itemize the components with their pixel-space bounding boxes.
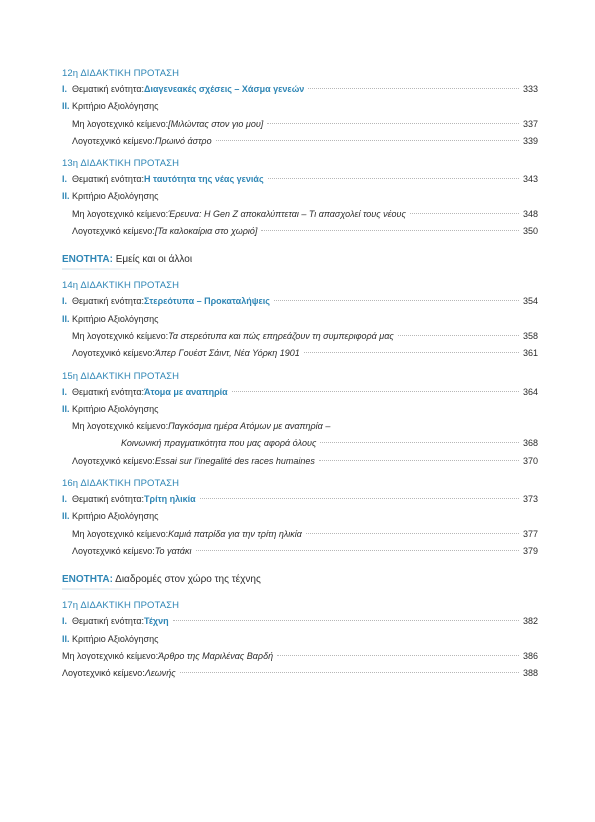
unit-title: Διαδρομές στον χώρο της τέχνης	[115, 574, 261, 586]
page-number: 337	[522, 118, 538, 129]
entry-label: Κριτήριο Αξιολόγησης	[72, 101, 159, 112]
toc-entry[interactable]	[62, 206, 538, 223]
page-number: 350	[522, 226, 538, 237]
entry-number: I.	[62, 174, 68, 185]
entry-number: I.	[62, 616, 68, 627]
entry-title: Παγκόσμια ημέρα Ατόμων με αναπηρία –	[168, 421, 331, 432]
entry-title: Η ταυτότητα της νέας γενιάς	[144, 174, 264, 185]
entry-title: Το γατάκι	[154, 545, 192, 556]
toc-entry[interactable]	[62, 435, 538, 452]
unit-heading	[62, 572, 538, 588]
page-number: 379	[522, 545, 538, 556]
toc-entry[interactable]	[62, 171, 538, 188]
dot-leader	[267, 123, 519, 124]
toc-entry[interactable]	[62, 223, 538, 240]
entry-title: Πρωινό άστρο	[154, 135, 212, 146]
entry-label: Μη λογοτεχνικό κείμενο:	[72, 118, 169, 129]
toc-entry[interactable]	[62, 81, 538, 98]
entry-label: Μη λογοτεχνικό κείμενο:	[72, 208, 169, 219]
toc-entry[interactable]	[62, 98, 538, 115]
dot-leader	[410, 213, 519, 214]
dot-leader	[319, 460, 519, 461]
entry-number: II.	[62, 191, 70, 202]
dot-leader	[304, 352, 519, 353]
entry-label: Κριτήριο Αξιολόγησης	[72, 313, 159, 324]
entry-title: [Τα καλοκαίρια στο χωριό]	[154, 226, 258, 237]
proposal-heading: 12η ΔΙΔΑΚΤΙΚΗ ΠΡΟΤΑΣΗ	[62, 68, 180, 79]
dot-leader	[320, 442, 519, 443]
spacer	[62, 240, 538, 252]
toc-entry[interactable]	[62, 543, 538, 560]
page-number: 364	[522, 386, 538, 397]
toc-entry[interactable]	[62, 648, 538, 665]
entry-title: Άπερ Γουέστ Σάιντ, Νέα Υόρκη 1901	[154, 348, 300, 359]
proposal-heading: 16η ΔΙΔΑΚΤΙΚΗ ΠΡΟΤΑΣΗ	[62, 478, 180, 490]
page-number: 368	[522, 438, 538, 449]
page-number: 354	[522, 296, 538, 307]
page-number: 382	[522, 616, 538, 627]
dot-leader	[274, 300, 519, 301]
entry-label: Θεματική ενότητα:	[72, 84, 145, 94]
dot-leader	[232, 391, 519, 392]
toc-entry[interactable]	[62, 418, 538, 435]
entry-title: [Μιλώντας στον γιο μου]	[168, 118, 264, 129]
entry-label: Λογοτεχνικό κείμενο:	[62, 668, 145, 679]
entry-label: Μη λογοτεχνικό κείμενο:	[72, 528, 169, 539]
page-number: 348	[522, 208, 538, 219]
toc-entry[interactable]	[62, 311, 538, 328]
toc-entry[interactable]	[62, 665, 538, 682]
entry-label: Θεματική ενότητα:	[72, 174, 145, 185]
page-number: 343	[522, 174, 538, 185]
toc-entry[interactable]	[62, 293, 538, 310]
page-number: 361	[522, 348, 538, 359]
toc-entry[interactable]	[62, 188, 538, 205]
entry-title: Λεωνής	[144, 668, 176, 679]
toc-entry[interactable]	[62, 491, 538, 508]
page-number: 388	[522, 668, 538, 679]
dot-leader	[308, 88, 519, 89]
toc-entry[interactable]	[62, 384, 538, 401]
toc-entry[interactable]	[62, 345, 538, 362]
unit-heading	[62, 252, 538, 268]
dot-leader	[196, 550, 519, 551]
unit-label: ΕΝΟΤΗΤΑ:	[62, 574, 113, 586]
toc-entry[interactable]	[62, 453, 538, 470]
page-number: 339	[522, 135, 538, 146]
page-number: 333	[522, 84, 538, 94]
dot-leader	[261, 230, 519, 231]
entry-number: I.	[62, 84, 68, 94]
toc-entry[interactable]	[62, 116, 538, 133]
entry-label: Θεματική ενότητα:	[72, 494, 145, 505]
entry-title: Τρίτη ηλικία	[144, 494, 196, 505]
entry-title: Καμιά πατρίδα για την τρίτη ηλικία	[168, 528, 302, 539]
entry-title: Άτομα με αναπηρία	[144, 386, 228, 397]
entry-number: II.	[62, 101, 70, 112]
proposal-heading: 14η ΔΙΔΑΚΤΙΚΗ ΠΡΟΤΑΣΗ	[62, 280, 180, 292]
unit-title: Εμείς και οι άλλοι	[115, 254, 193, 266]
entry-number: II.	[62, 403, 70, 414]
entry-label: Κριτήριο Αξιολόγησης	[72, 511, 159, 522]
entry-label: Μη λογοτεχνικό κείμενο:	[72, 330, 169, 341]
entry-title: Τέχνη	[144, 616, 169, 627]
entry-label: Θεματική ενότητα:	[72, 616, 145, 627]
entry-number: II.	[62, 313, 70, 324]
entry-number: I.	[62, 386, 68, 397]
entry-label: Λογοτεχνικό κείμενο:	[72, 545, 155, 556]
proposal-heading: 15η ΔΙΔΑΚΤΙΚΗ ΠΡΟΤΑΣΗ	[62, 370, 180, 382]
entry-label: Κριτήριο Αξιολόγησης	[72, 403, 159, 414]
entry-title: Άρθρο της Μαριλένας Βαρδή	[158, 650, 274, 661]
entry-title: Κοινωνική πραγματικότητα που μας αφορά όλους	[121, 438, 317, 449]
entry-label: Θεματική ενότητα:	[72, 386, 145, 397]
toc-entry[interactable]	[62, 631, 538, 648]
toc-entry[interactable]	[62, 133, 538, 150]
spacer	[62, 560, 538, 572]
entry-label: Λογοτεχνικό κείμενο:	[72, 135, 155, 146]
entry-label: Λογοτεχνικό κείμενο:	[72, 455, 155, 466]
table-of-contents	[62, 66, 538, 682]
dot-leader	[277, 655, 519, 656]
unit-label: ΕΝΟΤΗΤΑ:	[62, 254, 113, 266]
entry-number: II.	[62, 511, 70, 522]
entry-label: Μη λογοτεχνικό κείμενο:	[72, 421, 169, 432]
entry-title: Essai sur l’inegalité des races humaines	[154, 455, 315, 466]
proposal-heading: 17η ΔΙΔΑΚΤΙΚΗ ΠΡΟΤΑΣΗ	[62, 600, 180, 612]
dot-leader	[200, 498, 519, 499]
entry-label: Θεματική ενότητα:	[72, 296, 145, 307]
dot-leader	[306, 533, 519, 534]
page-number: 373	[522, 494, 538, 505]
entry-title: Τα στερεότυπα και πώς επηρεάζουν τη συμπεριφορά μας	[168, 330, 394, 341]
entry-label: Λογοτεχνικό κείμενο:	[72, 348, 155, 359]
page-number: 358	[522, 330, 538, 341]
toc-entry[interactable]	[62, 613, 538, 630]
entry-label: Κριτήριο Αξιολόγησης	[72, 191, 159, 202]
dot-leader	[398, 335, 519, 336]
proposal-heading: 13η ΔΙΔΑΚΤΙΚΗ ΠΡΟΤΑΣΗ	[62, 158, 180, 170]
page-number: 377	[522, 528, 538, 539]
entry-title: Στερεότυπα – Προκαταλήψεις	[144, 296, 270, 307]
entry-title: Έρευνα: Η Gen Z αποκαλύπτεται – Τι απασχολεί τους νέους	[168, 208, 406, 219]
dot-leader	[180, 672, 519, 673]
entry-label: Κριτήριο Αξιολόγησης	[72, 633, 159, 644]
entry-number: I.	[62, 494, 68, 505]
page-number: 386	[522, 650, 538, 661]
dot-leader	[268, 178, 519, 179]
dot-leader	[216, 140, 519, 141]
entry-title: Διαγενεακές σχέσεις – Χάσμα γενεών	[144, 84, 305, 94]
entry-number: II.	[62, 633, 70, 644]
toc-entry[interactable]	[62, 508, 538, 525]
toc-entry[interactable]	[62, 401, 538, 418]
toc-entry[interactable]	[62, 328, 538, 345]
toc-entry[interactable]	[62, 526, 538, 543]
entry-label: Μη λογοτεχνικό κείμενο:	[62, 650, 159, 661]
entry-number: I.	[62, 296, 68, 307]
dot-leader	[173, 620, 519, 621]
entry-label: Λογοτεχνικό κείμενο:	[72, 226, 155, 237]
page-number: 370	[522, 455, 538, 466]
